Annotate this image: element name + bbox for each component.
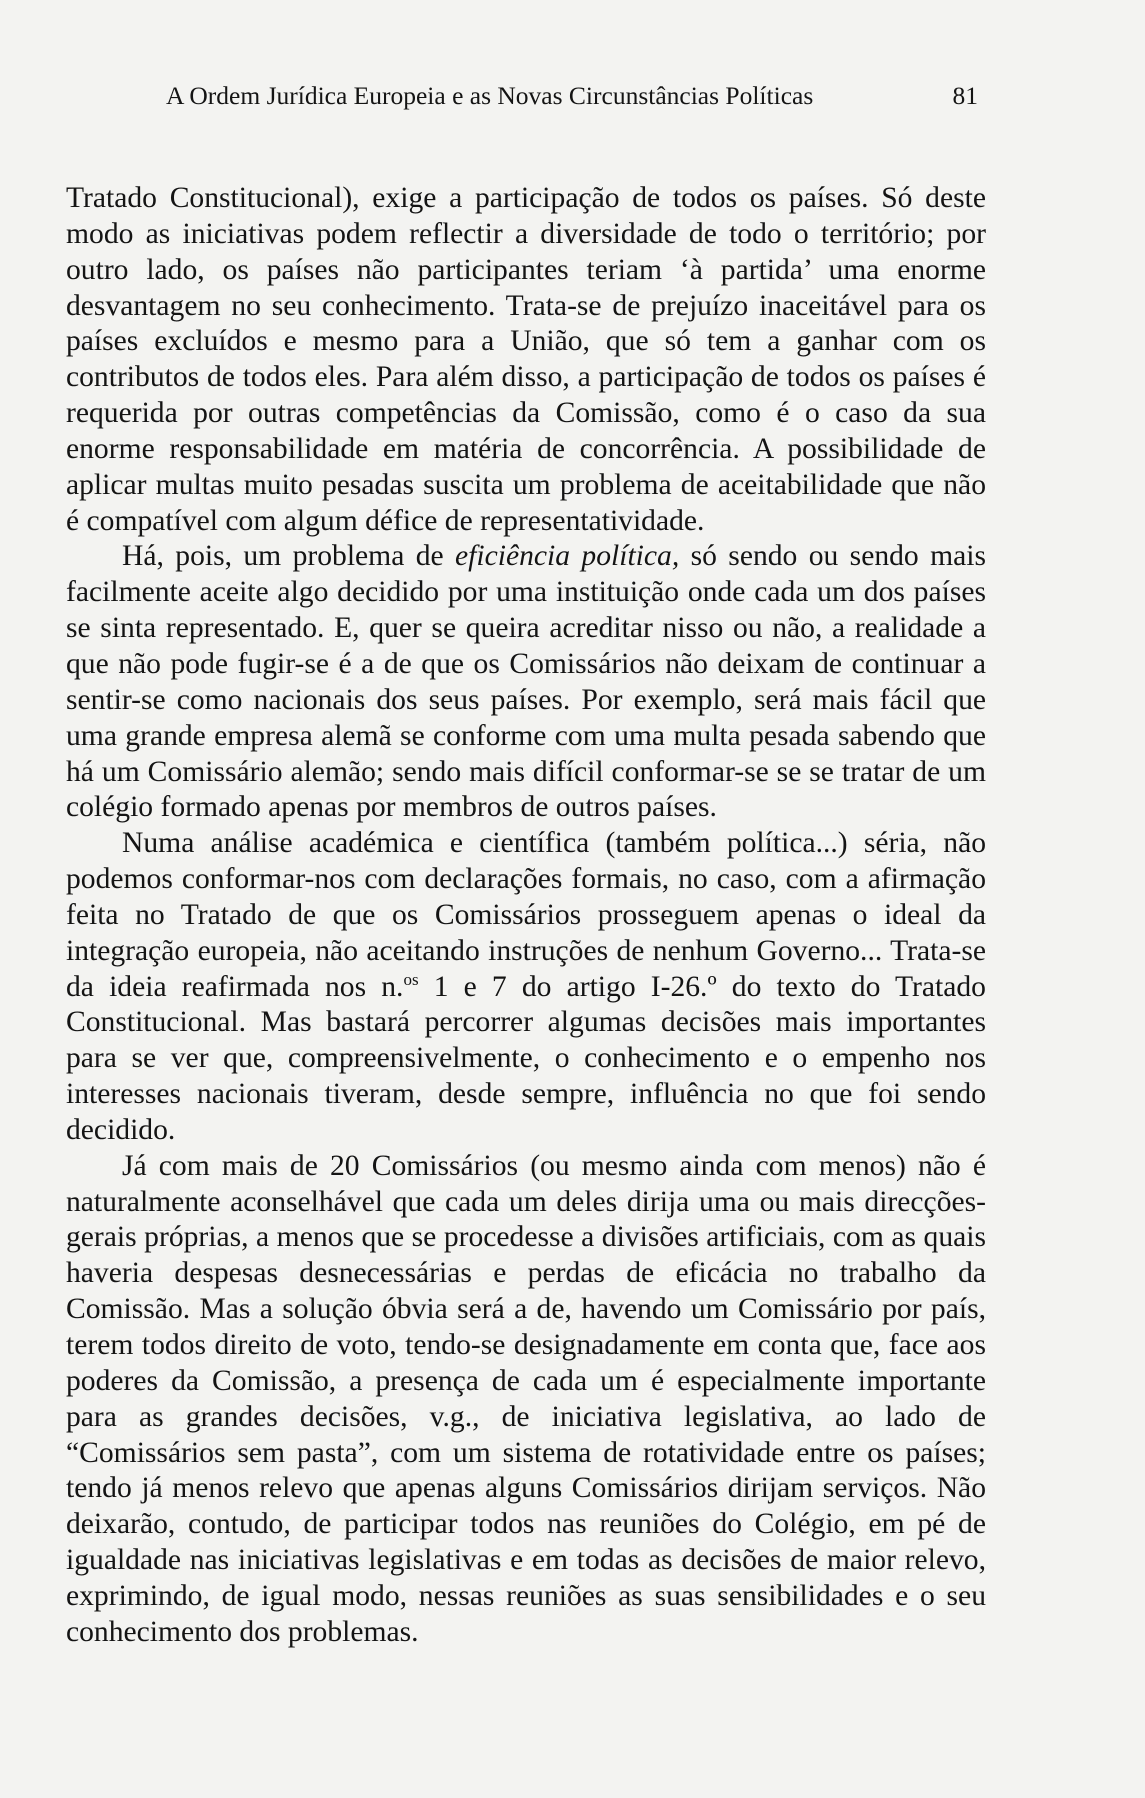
- paragraph-1-text: Tratado Constitucional), exige a participação de todos os países. Só deste modo as iniciativas podem reflectir a diversidade de todo o território; por outro lado, os países não participantes teriam ‘à partida’ uma enorme desvantagem no seu conhecimento. Trata-se de prejuízo inaceitável para os países excluídos e mesmo para a União, que só tem a ganhar com os contributos de todos eles. Para além disso, a participação de todos os países é requerida por outras competências da Comissão, como é o caso da sua enorme responsabilidade em matéria de concorrência. A possibilidade de aplicar multas muito pesadas suscita um problema de aceitabilidade que não é compatível com algum défice de representatividade.: [66, 182, 986, 537]
- emphasis-eficiencia-politica: eficiência política,: [455, 540, 680, 573]
- paragraph-3-text-start: Numa análise académica e científica (também política...) séria, não podemos conformar-nos com declarações formais, no caso, com a afirmação feita no Tratado de que os Comissários prosseguem apenas o ideal da integração europeia, não aceitando instruções de nenhum Governo... Trata-se da ideia reafirmada nos n.: [66, 827, 986, 1003]
- page-number: 81: [952, 81, 978, 110]
- paragraph-4-text: Já com mais de 20 Comissários (ou mesmo ainda com menos) não é naturalmente aconselhável que cada um deles dirija uma ou mais direcções-gerais próprias, a menos que se procedesse a divisões artificiais, com as quais haveria despesas desnecessárias e perdas de eficácia no trabalho da Comissão. Mas a solução óbvia será a de, havendo um Comissário por país, terem todos direito de voto, tendo-se designadamente em conta que, face aos poderes da Comissão, a presença de cada um é especialmente importante para as grandes decisões, v.g., de iniciativa legislativa, ao lado de “Comissários sem pasta”, com um sistema de rotatividade entre os países; tendo já menos relevo que apenas alguns Comissários dirijam serviços. Não deixarão, contudo, de participar todos nas reuniões do Colégio, em pé de igualdade nas iniciativas legislativas e em todas as decisões de maior relevo, exprimindo, de igual modo, nessas reuniões as suas sensibilidades e o seu conhecimento dos problemas.: [66, 1149, 986, 1648]
- superscript-os: os: [403, 969, 419, 989]
- running-header: [160, 78, 984, 114]
- paragraph-3: [66, 826, 986, 1149]
- paragraph-2: [66, 539, 986, 826]
- page-body: [66, 181, 986, 1651]
- paragraph-2-text-end: só sendo ou sendo mais facilmente aceite algo decidido por uma instituição onde cada um dos países se sinta representado. E, quer se queira acreditar nisso ou não, a realidade a que não pode fugir-se é a de que os Comissários não deixam de continuar a sentir-se como nacionais dos seus países. Por exemplo, será mais fácil que uma grande empresa alemã se conforme com uma multa pesada sabendo que há um Comissário alemão; sendo mais difícil conformar-se se se tratar de um colégio formado apenas por membros de outros países.: [66, 540, 986, 824]
- paragraph-4: [66, 1149, 986, 1651]
- running-title: A Ordem Jurídica Europeia e as Novas Circunstâncias Políticas: [166, 81, 814, 110]
- paragraph-3-text-end: 1 e 7 do artigo I-26.º do texto do Tratado Constitucional. Mas bastará percorrer algumas decisões mais importantes para se ver que, compreensivelmente, o conhecimento e o empenho nos interesses nacionais tiveram, desde sempre, influência no que foi sendo decidido.: [66, 970, 986, 1146]
- paragraph-1: [66, 181, 986, 539]
- paragraph-2-text-start: Há, pois, um problema de: [122, 540, 456, 573]
